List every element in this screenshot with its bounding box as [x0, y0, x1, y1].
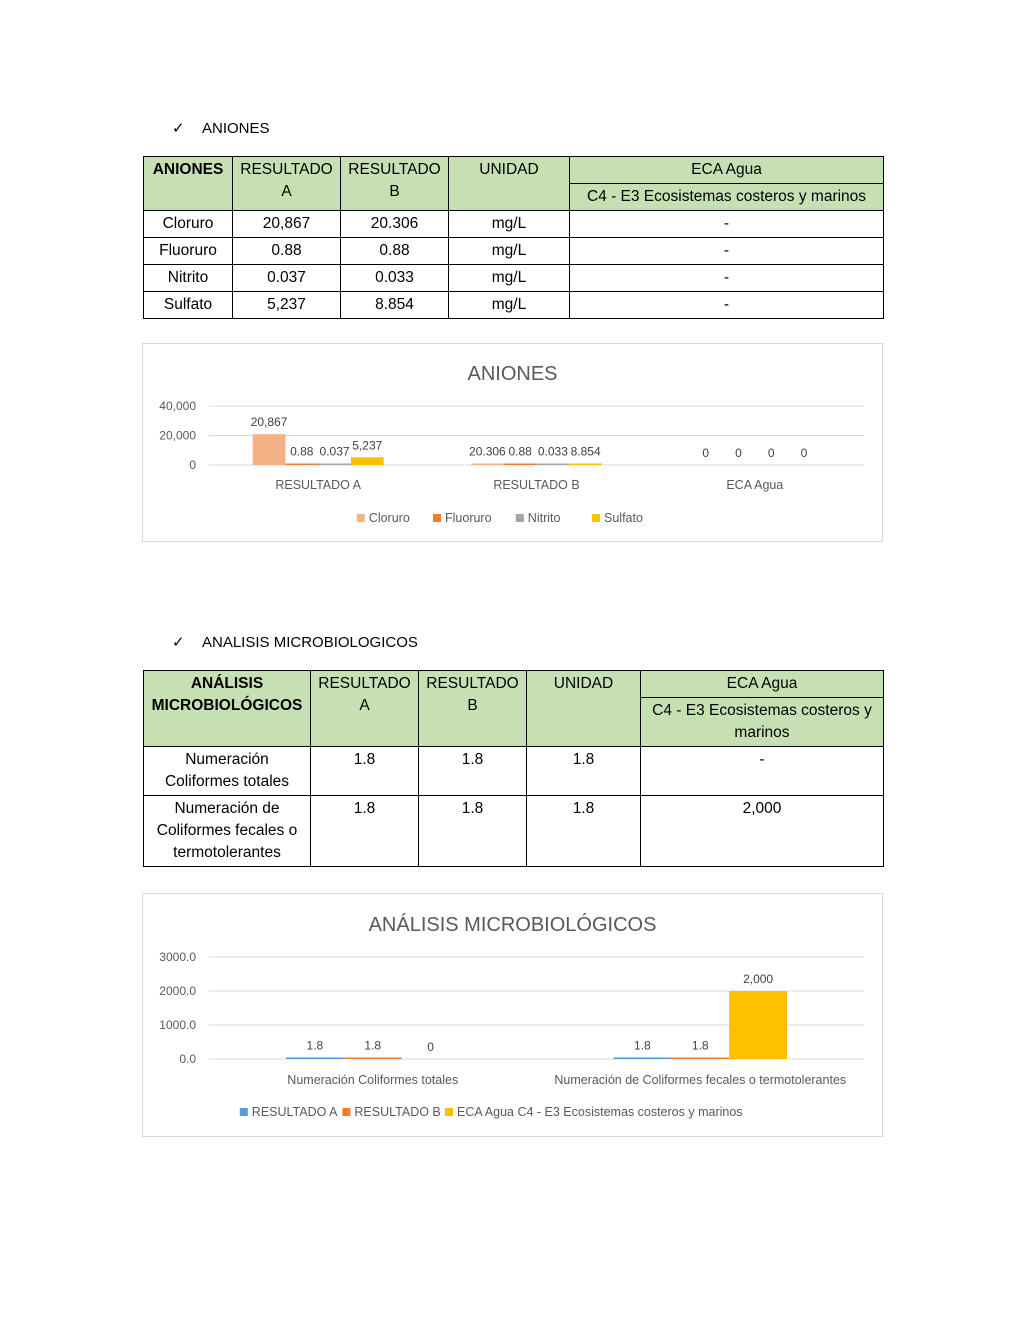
bar — [613, 1058, 671, 1060]
row-name: Nitrito — [144, 265, 233, 292]
checkmark-icon: ✓ — [172, 634, 185, 651]
legend-label: ECA Agua C4 - E3 Ecosistemas costeros y marinos — [457, 1105, 743, 1119]
chart-title: ANÁLISIS MICROBIOLÓGICOS — [368, 914, 657, 936]
legend-swatch — [240, 1108, 248, 1116]
row-eca: - — [570, 265, 884, 292]
row-eca: - — [641, 747, 884, 796]
data-label: 5,237 — [352, 438, 383, 453]
table-row — [144, 292, 884, 319]
legend-label: Sulfato — [604, 511, 643, 525]
data-label: 1.8 — [306, 1038, 324, 1053]
row-a: 5,237 — [233, 292, 341, 319]
legend-label: RESULTADO B — [354, 1105, 441, 1119]
legend-swatch — [445, 1108, 453, 1116]
data-label: 0 — [800, 446, 808, 460]
data-label: 20.306 — [469, 444, 506, 459]
row-b: 20.306 — [341, 211, 449, 238]
x-category-label: RESULTADO A — [275, 478, 362, 492]
micro-col-a: RESULTADO A — [311, 671, 419, 747]
row-a: 0.88 — [233, 238, 341, 265]
row-unit: 1.8 — [527, 796, 641, 867]
row-name: Numeración Coliformes totales — [144, 747, 311, 796]
data-label: 0.88 — [290, 444, 314, 459]
x-category-label: Numeración de Coliformes fecales o termotolerantes — [554, 1073, 847, 1087]
table-row — [144, 265, 884, 292]
legend-label: Nitrito — [527, 511, 561, 525]
bar — [729, 991, 787, 1059]
data-label: 0 — [427, 1040, 434, 1054]
legend-swatch — [516, 514, 524, 522]
micro-chart — [142, 893, 883, 1137]
table-row — [144, 238, 884, 265]
row-a: 1.8 — [311, 747, 419, 796]
row-unit: mg/L — [449, 265, 570, 292]
row-name: Cloruro — [144, 211, 233, 238]
data-label: 0 — [702, 446, 710, 460]
bar — [285, 464, 318, 466]
row-unit: mg/L — [449, 238, 570, 265]
row-name: Numeración de Coliformes fecales o termotolerantes — [144, 796, 311, 867]
row-eca: - — [570, 292, 884, 319]
bar — [504, 464, 537, 466]
micro-col-eca: ECA Agua — [641, 671, 884, 698]
micro-col-param: ANÁLISIS MICROBIOLÓGICOS — [144, 671, 311, 747]
micro-col-b: RESULTADO B — [419, 671, 527, 747]
data-label: 0.033 — [537, 444, 568, 459]
bar — [286, 1058, 344, 1060]
x-category-label: Numeración Coliformes totales — [287, 1073, 459, 1087]
aniones-col-b: RESULTADO B — [341, 157, 449, 211]
table-row — [144, 747, 884, 796]
row-name: Fluoruro — [144, 238, 233, 265]
x-category-label: ECA Agua — [726, 478, 784, 492]
data-label: 8.854 — [570, 444, 601, 459]
bar — [671, 1058, 729, 1060]
y-tick-label: 0.0 — [179, 1052, 196, 1066]
aniones-col-unit: UNIDAD — [449, 157, 570, 211]
aniones-chart-svg — [143, 344, 882, 541]
row-b: 1.8 — [419, 747, 527, 796]
bar — [253, 434, 286, 465]
bar — [318, 464, 351, 466]
row-unit: mg/L — [449, 211, 570, 238]
legend-swatch — [433, 514, 441, 522]
row-eca: 2,000 — [641, 796, 884, 867]
data-label: 20,867 — [250, 415, 288, 430]
table-row — [144, 211, 884, 238]
micro-heading — [172, 633, 418, 651]
legend-label: RESULTADO A — [251, 1105, 338, 1119]
row-a: 0.037 — [233, 265, 341, 292]
aniones-heading — [172, 119, 270, 137]
legend-label: Cloruro — [368, 511, 410, 525]
checkmark-icon: ✓ — [172, 120, 185, 137]
row-b: 1.8 — [419, 796, 527, 867]
data-label: 1.8 — [691, 1038, 709, 1053]
aniones-heading-text: ANIONES — [202, 119, 270, 137]
micro-chart-svg — [143, 894, 882, 1136]
bar — [344, 1058, 402, 1060]
micro-table — [143, 670, 884, 867]
y-tick-label: 3000.0 — [159, 950, 196, 964]
row-b: 0.88 — [341, 238, 449, 265]
data-label: 0.88 — [508, 444, 532, 459]
aniones-col-eca-sub: C4 - E3 Ecosistemas costeros y marinos — [570, 184, 884, 211]
row-name: Sulfato — [144, 292, 233, 319]
row-unit: 1.8 — [527, 747, 641, 796]
bar — [537, 464, 570, 466]
legend-swatch — [342, 1108, 350, 1116]
row-eca: - — [570, 238, 884, 265]
table-row — [144, 796, 884, 867]
legend-swatch — [357, 514, 365, 522]
bar — [351, 457, 384, 465]
bar — [471, 464, 504, 466]
y-tick-label: 20,000 — [159, 428, 196, 443]
aniones-col-eca: ECA Agua — [570, 157, 884, 184]
bar — [569, 464, 602, 466]
row-b: 0.033 — [341, 265, 449, 292]
row-a: 20,867 — [233, 211, 341, 238]
aniones-chart — [142, 343, 883, 542]
legend-label: Fluoruro — [445, 511, 492, 525]
micro-col-eca-sub: C4 - E3 Ecosistemas costeros y marinos — [641, 698, 884, 747]
micro-col-unit: UNIDAD — [527, 671, 641, 747]
row-a: 1.8 — [311, 796, 419, 867]
x-category-label: RESULTADO B — [493, 478, 580, 492]
row-eca: - — [570, 211, 884, 238]
row-b: 8.854 — [341, 292, 449, 319]
row-unit: mg/L — [449, 292, 570, 319]
aniones-table — [143, 156, 884, 319]
chart-title: ANIONES — [467, 363, 558, 385]
data-label: 1.8 — [634, 1038, 651, 1053]
data-label: 2,000 — [743, 972, 774, 986]
data-label: 0 — [735, 446, 742, 460]
data-label: 1.8 — [364, 1038, 382, 1053]
y-tick-label: 0 — [189, 458, 196, 472]
data-label: 0.037 — [319, 444, 350, 459]
y-tick-label: 1000.0 — [159, 1018, 196, 1032]
y-tick-label: 40,000 — [159, 399, 196, 413]
aniones-col-param: ANIONES — [144, 157, 233, 211]
legend-swatch — [592, 514, 600, 522]
aniones-col-a: RESULTADO A — [233, 157, 341, 211]
micro-heading-text: ANALISIS MICROBIOLOGICOS — [202, 633, 418, 651]
data-label: 0 — [767, 446, 775, 460]
y-tick-label: 2000.0 — [159, 984, 196, 998]
